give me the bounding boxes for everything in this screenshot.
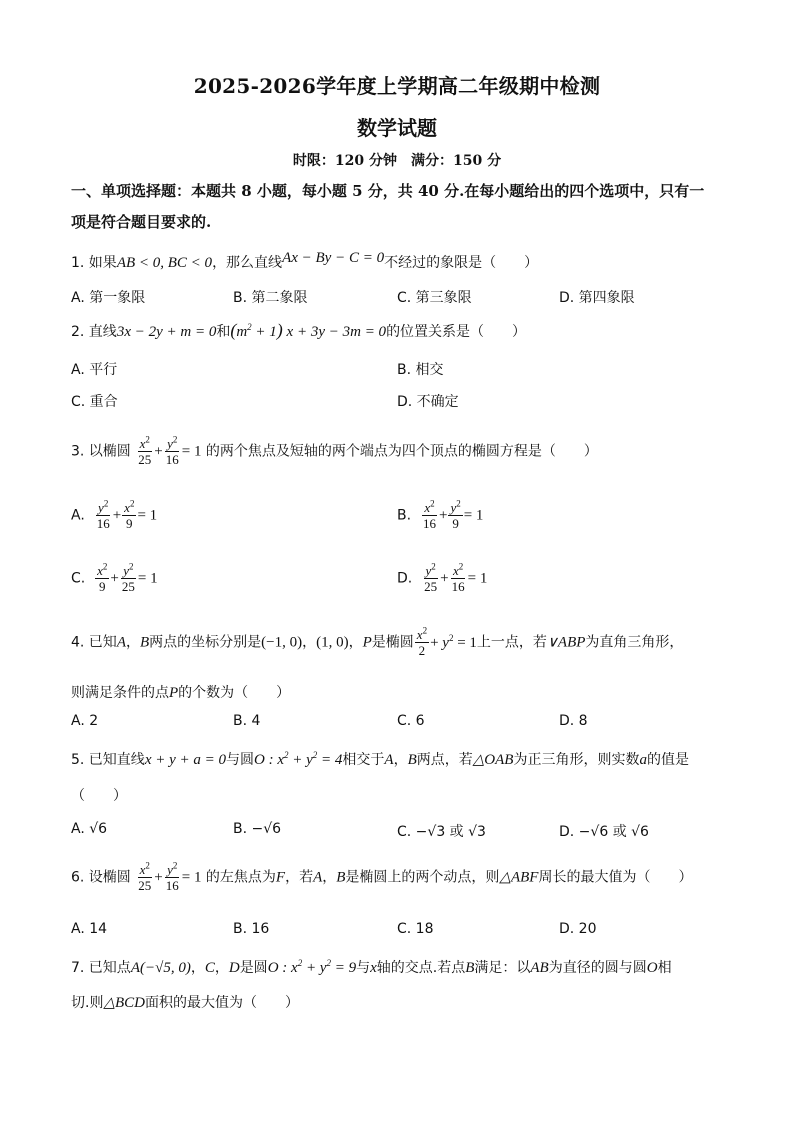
q2-option-d[interactable]: D. 不确定 <box>397 394 459 410</box>
q1-option-c[interactable]: C. 第三象限 <box>397 290 472 306</box>
question-5-line-2: （ ） <box>71 788 127 804</box>
q3-option-d[interactable]: D. $\frac{y^2}{25}$ + $\frac{x^2}{16}$ = 1 <box>397 561 488 594</box>
q1-option-a[interactable]: A. 第一象限 <box>71 290 146 306</box>
q4-option-d[interactable]: D. 8 <box>559 713 588 729</box>
q1-option-d[interactable]: D. 第四象限 <box>559 290 635 306</box>
question-6: 6. 设椭圆 $\frac{x^2}{25}$ + $\frac{y^2}{16}$ = 1 的左焦点为F，若A，B是椭圆上的两个动点，则△ABF周长的最大值为（ ） <box>71 860 693 893</box>
subject-title: 数学试题 <box>357 116 437 140</box>
exam-title: 2025-2026学年度上学期高二年级期中检测 <box>193 74 601 98</box>
fraction: $\frac{y^2}{16}$ <box>165 434 179 467</box>
q6-option-a[interactable]: A. 14 <box>71 921 108 937</box>
q2-option-a[interactable]: A. 平行 <box>71 362 118 378</box>
question-2: 2. 直线3x − 2y + m = 0和$(m^2 + 1) x + 3y - 3m = 0$的位置关系是（ ） <box>71 320 527 340</box>
q6-option-b[interactable]: B. 16 <box>233 921 270 937</box>
q2-option-b[interactable]: B. 相交 <box>397 362 444 378</box>
question-7: 7. 已知点A(−√5, 0)，C，D是圆O : $x^2 + y^2 = 9$与x轴的交点.若点B满足：以AB为直径的圆与圆O相 <box>71 958 672 976</box>
q4-option-c[interactable]: C. 6 <box>397 713 425 729</box>
q3-option-b[interactable]: B. $\frac{x^2}{16}$ + $\frac{y^2}{9}$ = 1 <box>397 498 484 531</box>
question-5: 5. 已知直线x + y + a = 0与圆O : $x^2 + y^2 = 4$相交于A，B两点，若△OAB为正三角形，则实数a的值是 <box>71 750 689 768</box>
question-4-line-2: 则满足条件的点P的个数为（ ） <box>71 685 291 701</box>
fraction: $\frac{x^2}{25}$ <box>138 434 152 467</box>
q4-option-b[interactable]: B. 4 <box>233 713 261 729</box>
exam-meta: 时限：120 分钟 满分：150 分 <box>292 153 502 169</box>
q3-option-c[interactable]: C. $\frac{x^2}{9}$ + $\frac{y^2}{25}$ = 1 <box>71 561 158 594</box>
q6-option-d[interactable]: D. 20 <box>559 921 597 937</box>
q5-option-d[interactable]: D. −√6 或 √6 <box>559 824 649 840</box>
q3-option-a[interactable]: A. $\frac{y^2}{16}$ + $\frac{x^2}{9}$ = 1 <box>71 498 158 531</box>
question-3: 3. 以椭圆 $\frac{x^2}{25}$ + $\frac{y^2}{16}$ = 1 的两个焦点及短轴的两个端点为四个顶点的椭圆方程是（ ） <box>71 434 598 467</box>
question-1: 1. 如果AB < 0, BC < 0，那么直线Ax − By − C = 0不经过的象限是（ ） <box>71 250 539 271</box>
question-4: 4. 已知A，B两点的坐标分别是(−1, 0)，(1, 0)，P是椭圆 $\frac{x^2}{2}$ + $y^2 = 1$上一点，若∨ABP为直角三角形， <box>71 625 684 658</box>
q5-option-b[interactable]: B. −√6 <box>233 821 282 837</box>
section-heading: 一、单项选择题：本题共 8 小题，每小题 5 分，共 40 分.在每小题给出的四个选项中，只有一 项是符合题目要求的. <box>71 182 705 231</box>
q6-option-c[interactable]: C. 18 <box>397 921 434 937</box>
q1-option-b[interactable]: B. 第二象限 <box>233 290 308 306</box>
q2-option-c[interactable]: C. 重合 <box>71 394 118 410</box>
q5-option-c[interactable]: C. −√3 或 √3 <box>397 824 486 840</box>
q5-option-a[interactable]: A. √6 <box>71 821 108 837</box>
question-7-line-2: 切.则△BCD面积的最大值为（ ） <box>71 995 299 1011</box>
q4-option-a[interactable]: A. 2 <box>71 713 99 729</box>
